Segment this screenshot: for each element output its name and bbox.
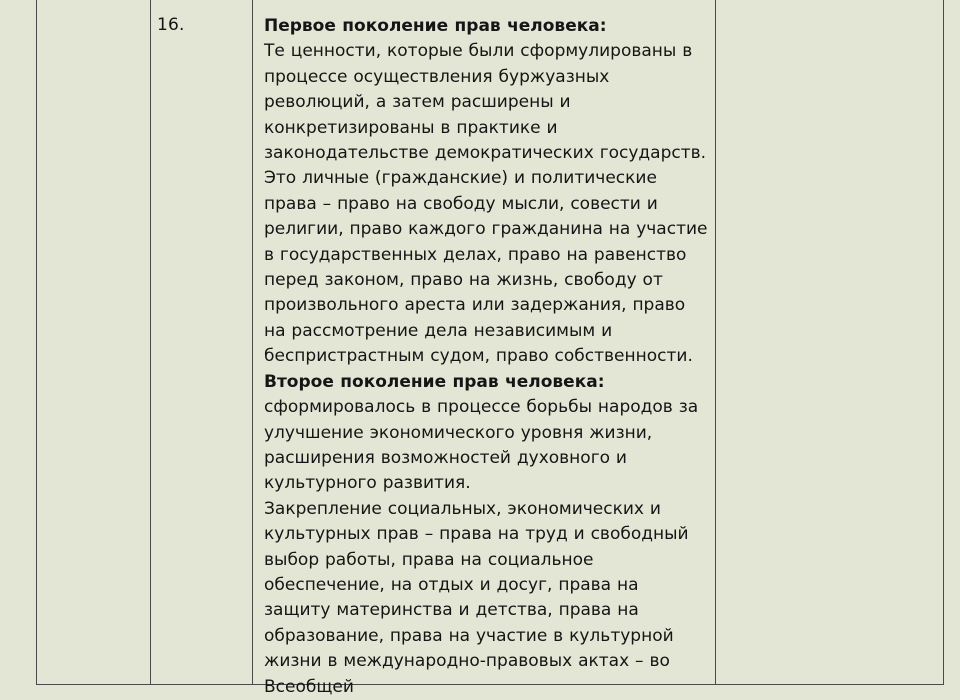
first-generation-text: Те ценности, которые были сформулированы в процессе осуществления буржуазных революций, а затем расширены и конкретизированы в практике и законодательстве демократических государств. Это личные (гражданские) и политические права – право на свободу мысли, совести и религии, право каждого гражданина на участие в государственных делах, право на равенство перед законом, право на жизнь, свободу от произвольного ареста или задержания, право на рассмотрение дела независимым и беспристрастным судом, право собственности. <box>264 41 708 367</box>
second-generation-text: сформировалось в процессе борьбы народов за улучшение экономического уровня жизни, расширения возможностей духовного и культурного развития. <box>264 397 699 494</box>
column-divider-3 <box>715 0 716 684</box>
first-generation-heading: Первое поколение прав человека: <box>264 16 607 36</box>
column-divider-1 <box>150 0 151 684</box>
column-divider-2 <box>252 0 253 684</box>
row-number: 16. <box>157 15 185 35</box>
second-generation-heading: Второе поколение прав человека: <box>264 371 605 392</box>
row-content <box>264 14 709 700</box>
second-generation-rights-text: Закрепление социальных, экономических и культурных прав – права на труд и свободный выбор работы, права на социальное обеспечение, на отдых и досуг, права на защиту материнства и детства, права на образование, права на участие в культурной жизни в международно-правовых актах – во Всеобщей <box>264 498 689 697</box>
